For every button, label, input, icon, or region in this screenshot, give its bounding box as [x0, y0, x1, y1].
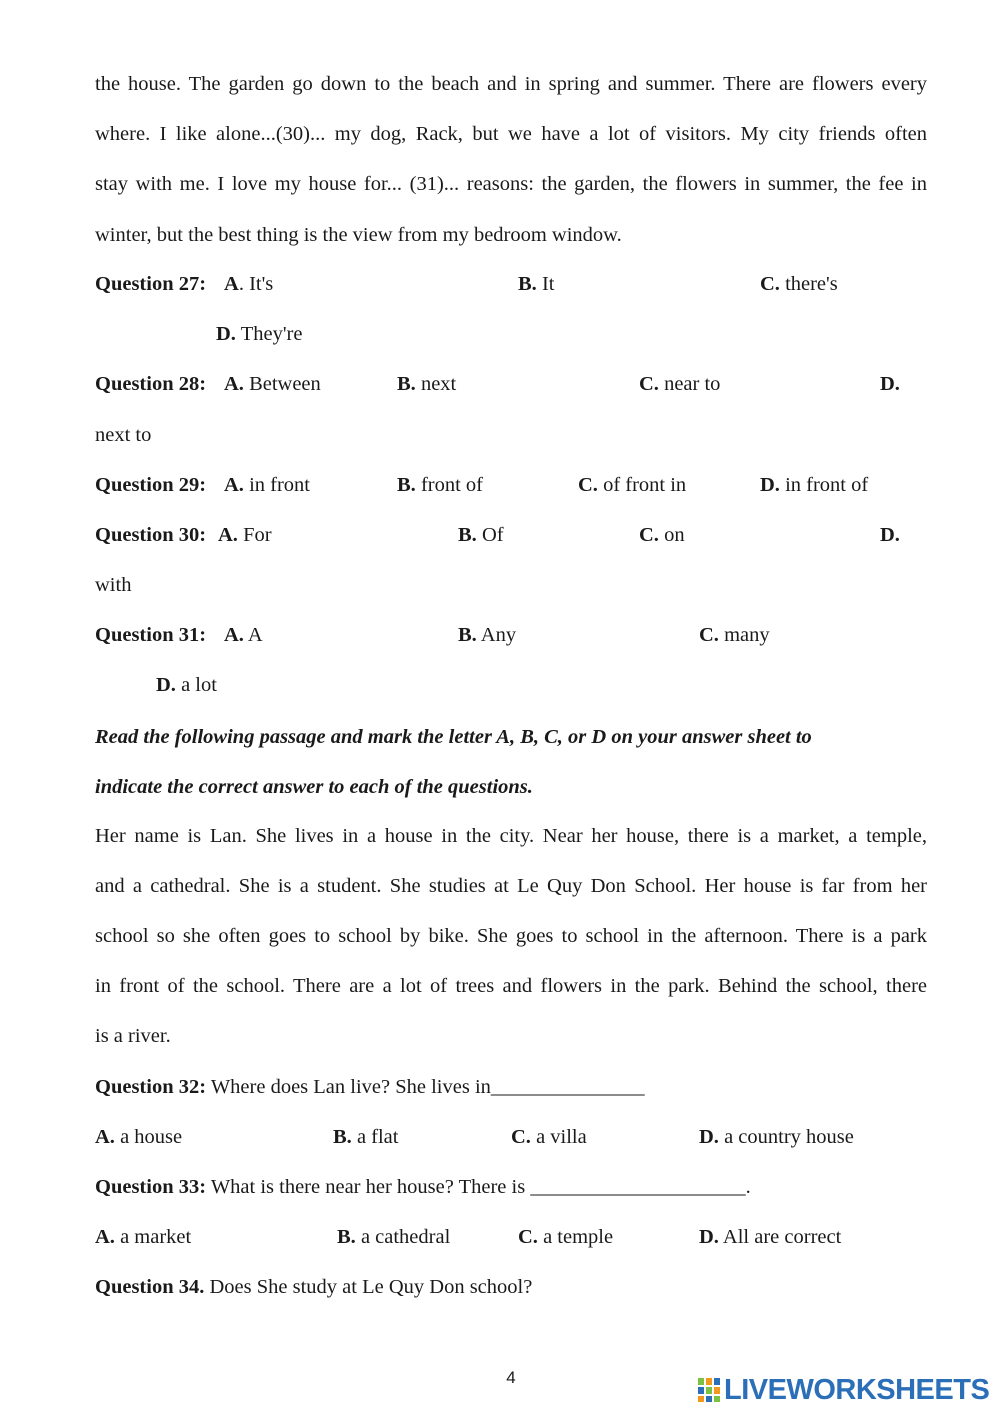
passage1-line-2: where. I like alone...(30)... my dog, Rack, but we have a lot of visitors. My city friends often [95, 123, 927, 145]
option-b[interactable]: B. front of [397, 474, 483, 496]
passage2-line-5: is a river. [95, 1025, 171, 1047]
option-a[interactable]: A. Between [224, 373, 321, 395]
option-d-text[interactable]: with [95, 574, 132, 596]
option-b[interactable]: B. It [518, 273, 555, 295]
option-c[interactable]: C. on [639, 524, 685, 546]
option-b[interactable]: B. a cathedral [337, 1226, 451, 1248]
question-label: Question 30: [95, 524, 207, 546]
liveworksheets-logo-icon [697, 1377, 721, 1403]
question-stem: Question 34. Does She study at Le Quy Don school? [95, 1276, 533, 1298]
option-d-letter[interactable]: D. [880, 373, 900, 395]
option-a[interactable]: A. in front [224, 474, 310, 496]
option-c[interactable]: C. of front in [578, 474, 687, 496]
option-b[interactable]: B. next [397, 373, 457, 395]
option-a[interactable]: A. a market [95, 1226, 192, 1248]
option-a[interactable]: A. It's [224, 273, 274, 295]
instruction-line-1: Read the following passage and mark the letter A, B, C, or D on your answer sheet to [95, 726, 812, 748]
instruction-line-2: indicate the correct answer to each of the questions. [95, 776, 533, 798]
passage2-line-1: Her name is Lan. She lives in a house in the city. Near her house, there is a market, a temple, [95, 825, 927, 847]
option-b[interactable]: B. Of [458, 524, 504, 546]
option-a[interactable]: A. A [224, 624, 263, 646]
passage1-line-1: the house. The garden go down to the beach and in spring and summer. There are flowers every [95, 73, 927, 95]
liveworksheets-brand[interactable] [697, 1374, 989, 1406]
question-stem: Question 32: Where does Lan live? She lives in_______________ [95, 1076, 645, 1098]
option-d[interactable]: D. a lot [156, 674, 217, 696]
option-a[interactable]: A. a house [95, 1126, 183, 1148]
option-d[interactable]: D. in front of [760, 474, 869, 496]
question-label: Question 27: [95, 273, 207, 295]
passage2-line-4: in front of the school. There are a lot of trees and flowers in the park. Behind the school, there [95, 975, 927, 997]
option-d[interactable]: D. They're [216, 323, 303, 345]
passage1-line-4: winter, but the best thing is the view from my bedroom window. [95, 224, 622, 246]
option-c[interactable]: C. a villa [511, 1126, 587, 1148]
option-d[interactable]: D. All are correct [699, 1226, 842, 1248]
question-label: Question 29: [95, 474, 207, 496]
page-number: 4 [506, 1368, 516, 1387]
passage2-line-2: and a cathedral. She is a student. She studies at Le Quy Don School. Her house is far from her [95, 875, 927, 897]
question-label: Question 31: [95, 624, 207, 646]
option-c[interactable]: C. there's [760, 273, 838, 295]
option-c[interactable]: C. a temple [518, 1226, 614, 1248]
question-label: Question 28: [95, 373, 207, 395]
option-d-text[interactable]: next to [95, 424, 152, 446]
option-b[interactable]: B. a flat [333, 1126, 399, 1148]
option-c[interactable]: C. near to [639, 373, 721, 395]
option-d-letter[interactable]: D. [880, 524, 900, 546]
brand-name: LIVEWORKSHEETS [724, 1374, 990, 1406]
option-c[interactable]: C. many [699, 624, 770, 646]
option-a[interactable]: A. For [218, 524, 272, 546]
question-stem: Question 33: What is there near her house? There is _____________________. [95, 1176, 751, 1198]
option-d[interactable]: D. a country house [699, 1126, 854, 1148]
passage1-line-3: stay with me. I love my house for... (31)... reasons: the garden, the flowers in summer, the fee in [95, 173, 927, 195]
passage2-line-3: school so she often goes to school by bike. She goes to school in the afternoon. There is a park [95, 925, 927, 947]
option-b[interactable]: B. Any [458, 624, 517, 646]
